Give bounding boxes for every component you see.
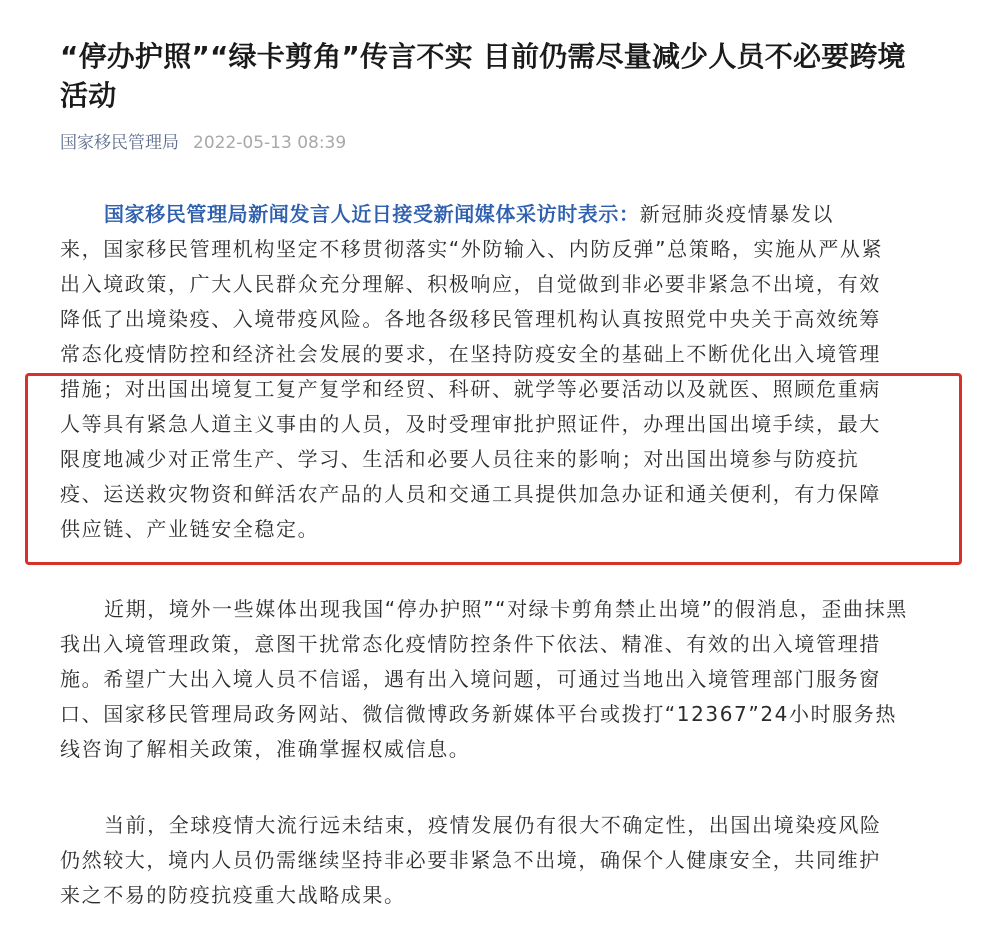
- article-meta: [60, 131, 346, 155]
- article-title: [60, 37, 940, 115]
- highlighted-line: 人等具有紧急人道主义事由的人员，及时受理审批护照证件，办理出国出境手续，最大: [60, 412, 881, 436]
- paragraph-line: 当前，全球疫情大流行远未结束，疫情发展仍有很大不确定性，出国出境染疫风险: [104, 813, 882, 837]
- paragraph-line: 近期，境外一些媒体出现我国“停办护照”“对绿卡剪角禁止出境”的假消息，歪曲抹黑: [104, 597, 908, 621]
- source-name[interactable]: 国家移民管理局: [60, 133, 179, 153]
- paragraph-3: [60, 808, 930, 913]
- paragraph-line: 出入境政策，广大人民群众充分理解、积极响应，自觉做到非必要非紧急不出境，有效: [60, 272, 881, 296]
- highlighted-line: 疫、运送救灾物资和鲜活农产品的人员和交通工具提供加急办证和通关便利，有力保障: [60, 482, 881, 506]
- highlighted-line: 供应链、产业链安全稳定。: [60, 517, 320, 541]
- paragraph-line: 来之不易的防疫抗疫重大战略成果。: [60, 883, 406, 907]
- paragraph-line: 线咨询了解相关政策，准确掌握权威信息。: [60, 737, 471, 761]
- title-line: “停办护照”“绿卡剪角”传言不实 目前仍需尽量减少人员不必要跨境: [60, 40, 906, 73]
- highlighted-line: 限度地减少对正常生产、学习、生活和必要人员往来的影响；对出国出境参与防疫抗: [60, 447, 860, 471]
- lead-rest: 新冠肺炎疫情暴发以: [639, 202, 835, 226]
- paragraph-line: [60, 197, 930, 232]
- publish-date: 2022-05-13 08:39: [193, 133, 347, 153]
- paragraph-line: 口、国家移民管理局政务网站、微信微博政务新媒体平台或拨打“12367”24小时服务热: [60, 702, 897, 726]
- paragraph-line: 我出入境管理政策，意图干扰常态化疫情防控条件下依法、精准、有效的出入境管理措: [60, 632, 881, 656]
- paragraph-line: 来，国家移民管理机构坚定不移贯彻落实“外防输入、内防反弹”总策略，实施从严从紧: [60, 237, 884, 261]
- paragraph-2: [60, 592, 930, 767]
- paragraph-line: 仍然较大，境内人员仍需继续坚持非必要非紧急不出境，确保个人健康安全，共同维护: [60, 848, 881, 872]
- lead-text: 国家移民管理局新闻发言人近日接受新闻媒体采访时表示：: [104, 202, 640, 226]
- paragraph-line: 降低了出境染疫、入境带疫风险。各地各级移民管理机构认真按照党中央关于高效统筹: [60, 307, 881, 331]
- highlighted-line: 措施；对出国出境复工复产复学和经贸、科研、就学等必要活动以及就医、照顾危重病: [60, 377, 881, 401]
- title-line: 活动: [60, 79, 117, 112]
- paragraph-line: 施。希望广大出入境人员不信谣，遇有出入境问题，可通过当地出入境管理部门服务窗: [60, 667, 881, 691]
- paragraph-line: 常态化疫情防控和经济社会发展的要求，在坚持防疫安全的基础上不断优化出入境管理: [60, 342, 881, 366]
- paragraph-1: [60, 197, 930, 547]
